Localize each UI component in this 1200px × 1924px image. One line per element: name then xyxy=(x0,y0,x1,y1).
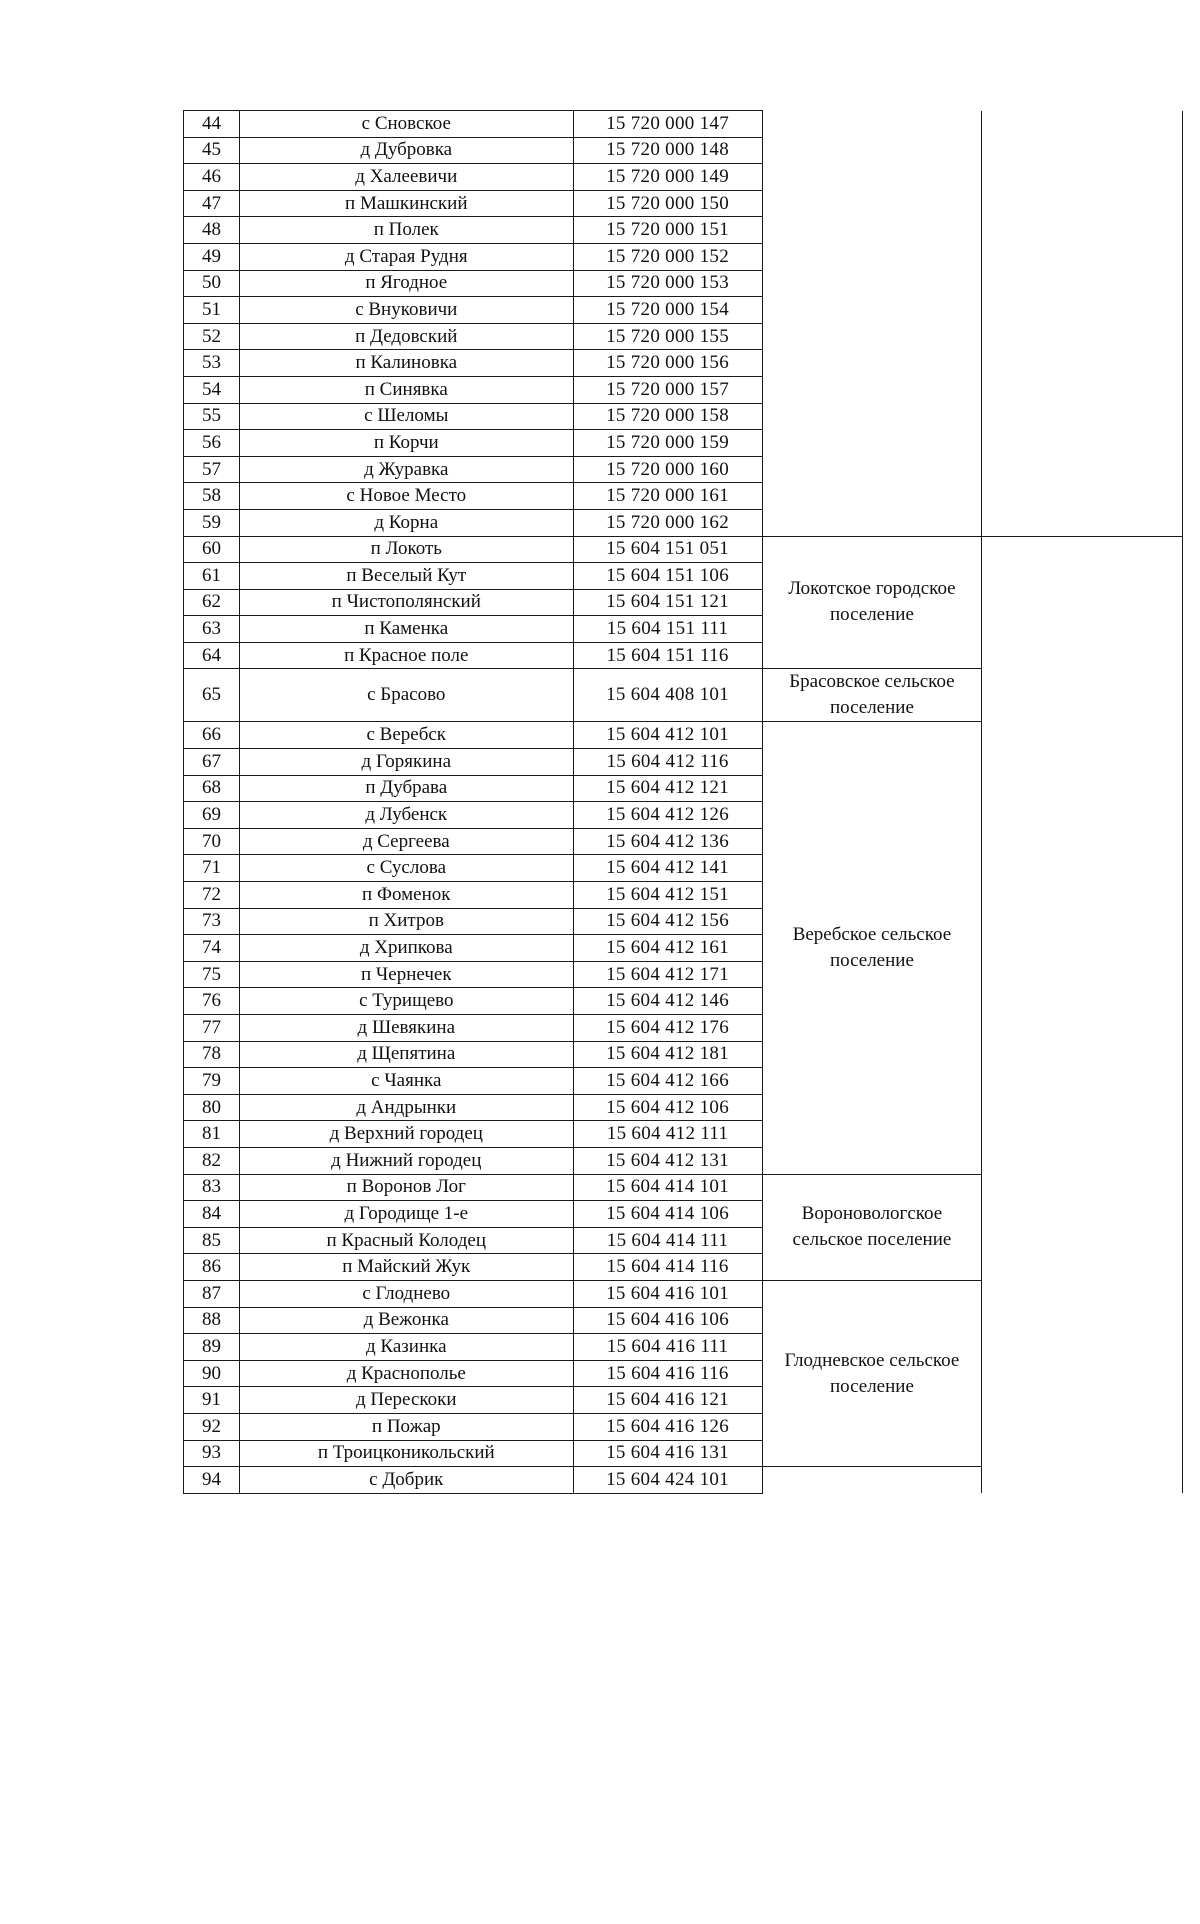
settlement-cell-empty xyxy=(762,403,982,430)
row-number: 82 xyxy=(184,1147,240,1174)
table-row xyxy=(184,111,1183,138)
locality-name: п Хитров xyxy=(239,908,573,935)
row-number: 56 xyxy=(184,430,240,457)
settlement-cell-empty xyxy=(762,509,982,536)
row-number: 50 xyxy=(184,270,240,297)
oktmo-code: 15 604 412 181 xyxy=(573,1041,762,1068)
settlement-cell-empty xyxy=(762,164,982,191)
oktmo-code: 15 720 000 150 xyxy=(573,190,762,217)
row-number: 79 xyxy=(184,1068,240,1095)
locality-name: п Воронов Лог xyxy=(239,1174,573,1201)
row-number: 68 xyxy=(184,775,240,802)
locality-name: д Старая Рудня xyxy=(239,243,573,270)
row-number: 73 xyxy=(184,908,240,935)
oktmo-code: 15 720 000 156 xyxy=(573,350,762,377)
locality-name: п Троицконикольский xyxy=(239,1440,573,1467)
row-number: 69 xyxy=(184,802,240,829)
document-page xyxy=(183,110,1183,1494)
oktmo-code: 15 604 412 166 xyxy=(573,1068,762,1095)
oktmo-code: 15 604 412 161 xyxy=(573,935,762,962)
locality-name: с Суслова xyxy=(239,855,573,882)
locality-name: д Шевякина xyxy=(239,1015,573,1042)
locality-name: д Щепятина xyxy=(239,1041,573,1068)
row-number: 89 xyxy=(184,1334,240,1361)
row-number: 47 xyxy=(184,190,240,217)
row-number: 57 xyxy=(184,456,240,483)
oktmo-code: 15 604 412 116 xyxy=(573,749,762,776)
oktmo-code: 15 604 412 146 xyxy=(573,988,762,1015)
settlement-name: Вороновологское сельское поселение xyxy=(762,1174,982,1280)
settlement-cell-empty xyxy=(762,456,982,483)
row-number: 84 xyxy=(184,1201,240,1228)
row-number: 72 xyxy=(184,882,240,909)
locality-name: д Журавка xyxy=(239,456,573,483)
row-number: 64 xyxy=(184,642,240,669)
locality-name: д Андрынки xyxy=(239,1094,573,1121)
oktmo-code: 15 604 412 171 xyxy=(573,961,762,988)
locality-name: д Казинка xyxy=(239,1334,573,1361)
settlement-cell-empty xyxy=(762,111,982,138)
locality-name: с Чаянка xyxy=(239,1068,573,1095)
oktmo-code: 15 604 151 106 xyxy=(573,563,762,590)
locality-name: п Чистополянский xyxy=(239,589,573,616)
settlement-cell-empty xyxy=(762,137,982,164)
row-number: 75 xyxy=(184,961,240,988)
locality-name: д Горякина xyxy=(239,749,573,776)
settlements-registry-table xyxy=(183,110,1183,1494)
oktmo-code: 15 604 412 156 xyxy=(573,908,762,935)
locality-name: п Калиновка xyxy=(239,350,573,377)
locality-name: п Дубрава xyxy=(239,775,573,802)
locality-name: д Городище 1-е xyxy=(239,1201,573,1228)
locality-name: д Вежонка xyxy=(239,1307,573,1334)
oktmo-code: 15 604 414 116 xyxy=(573,1254,762,1281)
oktmo-code: 15 720 000 160 xyxy=(573,456,762,483)
locality-name: п Красный Колодец xyxy=(239,1227,573,1254)
oktmo-code: 15 604 151 051 xyxy=(573,536,762,563)
row-number: 94 xyxy=(184,1467,240,1494)
oktmo-code: 15 604 412 121 xyxy=(573,775,762,802)
oktmo-code: 15 604 416 111 xyxy=(573,1334,762,1361)
oktmo-code: 15 720 000 161 xyxy=(573,483,762,510)
oktmo-code: 15 720 000 155 xyxy=(573,323,762,350)
locality-name: п Майский Жук xyxy=(239,1254,573,1281)
oktmo-code: 15 604 151 116 xyxy=(573,642,762,669)
locality-name: п Синявка xyxy=(239,376,573,403)
locality-name: с Турищево xyxy=(239,988,573,1015)
oktmo-code: 15 604 414 101 xyxy=(573,1174,762,1201)
row-number: 48 xyxy=(184,217,240,244)
oktmo-code: 15 720 000 153 xyxy=(573,270,762,297)
locality-name: д Краснополье xyxy=(239,1360,573,1387)
settlement-cell-empty xyxy=(762,1467,982,1494)
oktmo-code: 15 604 424 101 xyxy=(573,1467,762,1494)
locality-name: п Ягодное xyxy=(239,270,573,297)
settlement-name: Глодневское сельское поселение xyxy=(762,1280,982,1466)
row-number: 53 xyxy=(184,350,240,377)
settlement-cell-empty xyxy=(762,483,982,510)
locality-name: с Сновское xyxy=(239,111,573,138)
row-number: 92 xyxy=(184,1413,240,1440)
settlement-cell-empty xyxy=(762,297,982,324)
oktmo-code: 15 604 412 151 xyxy=(573,882,762,909)
row-number: 60 xyxy=(184,536,240,563)
locality-name: с Новое Место xyxy=(239,483,573,510)
oktmo-code: 15 604 416 106 xyxy=(573,1307,762,1334)
table-row xyxy=(184,536,1183,563)
oktmo-code: 15 604 412 176 xyxy=(573,1015,762,1042)
registry-table-body xyxy=(184,111,1183,1494)
row-number: 91 xyxy=(184,1387,240,1414)
row-number: 77 xyxy=(184,1015,240,1042)
oktmo-code: 15 720 000 157 xyxy=(573,376,762,403)
settlement-cell-empty xyxy=(762,190,982,217)
oktmo-code: 15 720 000 162 xyxy=(573,509,762,536)
oktmo-code: 15 604 412 106 xyxy=(573,1094,762,1121)
row-number: 44 xyxy=(184,111,240,138)
oktmo-code: 15 604 151 121 xyxy=(573,589,762,616)
row-number: 80 xyxy=(184,1094,240,1121)
row-number: 71 xyxy=(184,855,240,882)
oktmo-code: 15 720 000 147 xyxy=(573,111,762,138)
oktmo-code: 15 604 412 101 xyxy=(573,722,762,749)
locality-name: п Локоть xyxy=(239,536,573,563)
oktmo-code: 15 604 412 111 xyxy=(573,1121,762,1148)
locality-name: д Корна xyxy=(239,509,573,536)
oktmo-code: 15 604 416 116 xyxy=(573,1360,762,1387)
row-number: 70 xyxy=(184,828,240,855)
row-number: 90 xyxy=(184,1360,240,1387)
settlement-name: Локотское городское поселение xyxy=(762,536,982,669)
row-number: 76 xyxy=(184,988,240,1015)
locality-name: п Фоменок xyxy=(239,882,573,909)
locality-name: с Внуковичи xyxy=(239,297,573,324)
locality-name: п Пожар xyxy=(239,1413,573,1440)
row-number: 85 xyxy=(184,1227,240,1254)
locality-name: д Перескоки xyxy=(239,1387,573,1414)
settlement-cell-empty xyxy=(762,430,982,457)
row-number: 87 xyxy=(184,1280,240,1307)
row-number: 86 xyxy=(184,1254,240,1281)
row-number: 93 xyxy=(184,1440,240,1467)
locality-name: п Веселый Кут xyxy=(239,563,573,590)
settlement-cell-empty xyxy=(762,217,982,244)
oktmo-code: 15 604 408 101 xyxy=(573,669,762,722)
row-number: 74 xyxy=(184,935,240,962)
oktmo-code: 15 604 414 106 xyxy=(573,1201,762,1228)
row-number: 51 xyxy=(184,297,240,324)
row-number: 88 xyxy=(184,1307,240,1334)
row-number: 78 xyxy=(184,1041,240,1068)
oktmo-code: 15 720 000 148 xyxy=(573,137,762,164)
locality-name: п Дедовский xyxy=(239,323,573,350)
settlement-name: Брасовское сельское поселение xyxy=(762,669,982,722)
extra-column-cell xyxy=(982,111,1183,537)
locality-name: п Красное поле xyxy=(239,642,573,669)
oktmo-code: 15 604 414 111 xyxy=(573,1227,762,1254)
settlement-cell-empty xyxy=(762,350,982,377)
locality-name: п Корчи xyxy=(239,430,573,457)
locality-name: с Шеломы xyxy=(239,403,573,430)
row-number: 55 xyxy=(184,403,240,430)
row-number: 59 xyxy=(184,509,240,536)
row-number: 58 xyxy=(184,483,240,510)
oktmo-code: 15 604 151 111 xyxy=(573,616,762,643)
oktmo-code: 15 604 416 126 xyxy=(573,1413,762,1440)
locality-name: д Верхний городец xyxy=(239,1121,573,1148)
locality-name: д Дубровка xyxy=(239,137,573,164)
row-number: 65 xyxy=(184,669,240,722)
row-number: 54 xyxy=(184,376,240,403)
locality-name: д Сергеева xyxy=(239,828,573,855)
settlement-cell-empty xyxy=(762,323,982,350)
oktmo-code: 15 604 412 126 xyxy=(573,802,762,829)
settlement-cell-empty xyxy=(762,376,982,403)
oktmo-code: 15 604 412 131 xyxy=(573,1147,762,1174)
oktmo-code: 15 720 000 149 xyxy=(573,164,762,191)
locality-name: п Полек xyxy=(239,217,573,244)
row-number: 66 xyxy=(184,722,240,749)
row-number: 81 xyxy=(184,1121,240,1148)
locality-name: д Лубенск xyxy=(239,802,573,829)
locality-name: д Халеевичи xyxy=(239,164,573,191)
oktmo-code: 15 604 416 121 xyxy=(573,1387,762,1414)
oktmo-code: 15 720 000 151 xyxy=(573,217,762,244)
locality-name: с Добрик xyxy=(239,1467,573,1494)
oktmo-code: 15 604 416 131 xyxy=(573,1440,762,1467)
row-number: 45 xyxy=(184,137,240,164)
oktmo-code: 15 604 416 101 xyxy=(573,1280,762,1307)
locality-name: д Нижний городец xyxy=(239,1147,573,1174)
locality-name: с Веребск xyxy=(239,722,573,749)
locality-name: п Машкинский xyxy=(239,190,573,217)
extra-column-cell xyxy=(982,536,1183,1493)
settlement-cell-empty xyxy=(762,243,982,270)
row-number: 83 xyxy=(184,1174,240,1201)
locality-name: с Глоднево xyxy=(239,1280,573,1307)
locality-name: д Хрипкова xyxy=(239,935,573,962)
row-number: 52 xyxy=(184,323,240,350)
row-number: 67 xyxy=(184,749,240,776)
oktmo-code: 15 604 412 136 xyxy=(573,828,762,855)
oktmo-code: 15 720 000 159 xyxy=(573,430,762,457)
row-number: 61 xyxy=(184,563,240,590)
settlement-name: Веребское сельское поселение xyxy=(762,722,982,1174)
row-number: 62 xyxy=(184,589,240,616)
locality-name: с Брасово xyxy=(239,669,573,722)
row-number: 63 xyxy=(184,616,240,643)
row-number: 46 xyxy=(184,164,240,191)
oktmo-code: 15 720 000 154 xyxy=(573,297,762,324)
oktmo-code: 15 720 000 152 xyxy=(573,243,762,270)
settlement-cell-empty xyxy=(762,270,982,297)
locality-name: п Чернечек xyxy=(239,961,573,988)
oktmo-code: 15 720 000 158 xyxy=(573,403,762,430)
oktmo-code: 15 604 412 141 xyxy=(573,855,762,882)
row-number: 49 xyxy=(184,243,240,270)
locality-name: п Каменка xyxy=(239,616,573,643)
